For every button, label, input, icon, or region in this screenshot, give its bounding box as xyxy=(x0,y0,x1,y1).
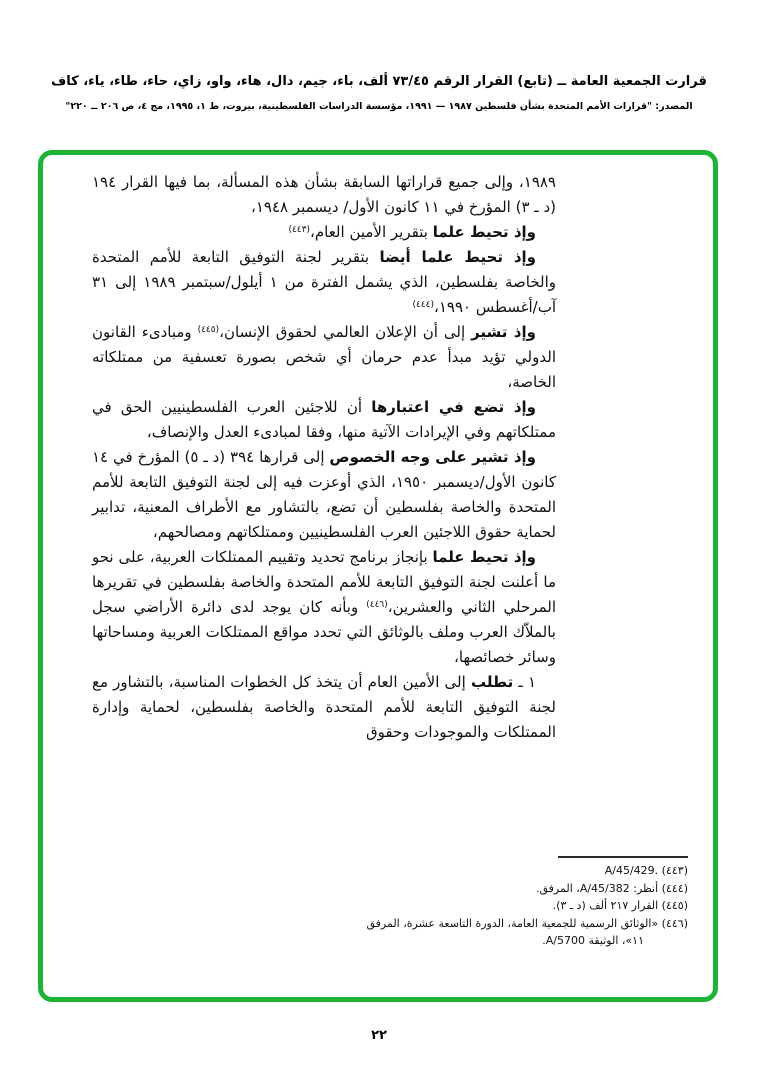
text-segment-text: بتقرير الأمين العام، xyxy=(310,223,433,241)
footnotes xyxy=(358,862,688,950)
text-segment-bold: وإذ تحيط علما أيضا xyxy=(379,248,537,266)
text-segment-text: ١٩٨٩، وإلى جميع قراراتها السابقة بشأن هذه المسألة، بما فيها القرار ١٩٤ (د ـ ٣) المؤرخ في ١١ كانون الأول/ ديسمبر ١٩٤٨، xyxy=(92,173,556,216)
text-segment-text: . xyxy=(542,934,546,947)
text-segment-latin: A/5700 xyxy=(545,934,585,947)
footnote-divider xyxy=(558,856,688,858)
text-segment-text: أنظر: xyxy=(629,881,659,895)
text-segment-bold: وإذ تشير على وجه الخصوص xyxy=(329,448,536,466)
text-segment-text: أن للاجئين العرب الفلسطينيين الحق في ممتلكاتهم وفي الإيرادات الآتية منها، وفقا لمبادىء العدل والإنصاف، xyxy=(92,398,556,441)
text-segment-bold: وإذ تضع في اعتبارها xyxy=(371,398,536,416)
text-segment-sup: (٤٤٥) xyxy=(197,325,220,335)
running-header-source: المصدر: "قرارات الأمم المتحدة بشأن فلسطين ١٩٨٧ — ١٩٩١، مؤسسة الدراسات الفلسطينية، بيروت، ط ١، ١٩٩٥، مج ٤، ص ٢٠٦ ــ ٢٢٠" xyxy=(65,101,693,112)
text-segment-sup: (٤٤٤) xyxy=(412,300,434,310)
text-segment-bold: وإذ تحيط علما xyxy=(432,548,536,566)
text-segment-latin: A/45/382 xyxy=(579,881,630,895)
resolution-body-text xyxy=(92,170,556,745)
footnote xyxy=(358,897,688,915)
text-segment-text: إلى أن الإعلان العالمي لحقوق الإنسان، xyxy=(219,323,472,341)
paragraph xyxy=(92,545,556,670)
text-segment-sup: (٤٤٦) xyxy=(366,600,388,610)
text-segment-text: ١ ـ xyxy=(513,673,536,691)
text-segment-sup: (٤٤٣) xyxy=(288,225,310,235)
footnote-marker: (٤٤٥) xyxy=(658,899,688,912)
text-segment-bold: وإذ تحيط علما xyxy=(432,223,536,241)
footnote-marker: (٤٤٦) xyxy=(658,916,688,930)
text-segment-text: ومبادىء القانون الدولي تؤيد مبدأ عدم حرمان أي شخص بصورة تعسفية من ممتلكاته الخاصة، xyxy=(92,323,556,391)
text-segment-text: إلى الأمين العام أن يتخذ كل الخطوات المناسبة، بالتشاور مع لجنة التوفيق التابعة للأمم المتحدة والخاصة بفلسطين، لحماية وإدارة الممتلكات والموجودات وحقوق xyxy=(92,673,556,741)
text-segment-text: ، المرفق. xyxy=(536,881,580,895)
text-segment-text: وبأنه كان يوجد لدى دائرة الأراضي سجل بالملاّك العرب وملف بالوثائق التي تحدد مواقع الممتلكات العربية ومساحاتها وسائر خصائصها، xyxy=(92,598,556,666)
page-number: ٢٢ xyxy=(371,1028,387,1043)
text-segment-latin: A/45/429. xyxy=(604,864,659,877)
paragraph xyxy=(92,220,556,245)
paragraph xyxy=(92,670,556,745)
running-header-title: قرارت الجمعية العامة ــ (تابع) القرار الرقم ٧٣/٤٥ ألف، باء، جيم، دال، هاء، واو، زاي، حاء، طاء، ياء، كاف xyxy=(51,74,707,89)
text-segment-bold: تطلب xyxy=(470,673,514,691)
footnote xyxy=(358,862,688,880)
text-segment-text: بإنجاز برنامج تحديد وتقييم الممتلكات العربية، على نحو ما أعلنت لجنة التوفيق التابعة للأمم المتحدة والخاصة بفلسطين في تقريرها المرحلي الثاني والعشرين، xyxy=(92,548,556,616)
text-segment-text: إلى قرارها ٣٩٤ (د ـ ٥) المؤرخ في ١٤ كانون الأول/ديسمبر ١٩٥٠، الذي أوعزت فيه إلى لجنة التوفيق التابعة للأمم المتحدة والخاصة بفلسطين أن تضع، بالتشاور مع الأطراف المعنية، تدابير لحماية حقوق اللاجئين العرب الفلسطينيين وممتلكاتهم ومصالحهم، xyxy=(92,448,556,541)
paragraph xyxy=(92,320,556,395)
paragraph xyxy=(92,245,556,320)
paragraph xyxy=(92,170,556,220)
text-segment-text: القرار ٢١٧ ألف (د ـ ٣). xyxy=(552,899,659,912)
text-segment-bold: وإذ تشير xyxy=(471,323,536,341)
footnote-marker: (٤٤٤) xyxy=(658,881,688,895)
text-segment-text: بتقرير لجنة التوفيق التابعة للأمم المتحدة والخاصة بفلسطين، الذي يشمل الفترة من ١ أيلول/سبتمبر ١٩٨٩ إلى ٣١ آب/أغسطس ١٩٩٠، xyxy=(92,248,556,316)
paragraph xyxy=(92,445,556,545)
footnote xyxy=(358,915,688,950)
paragraph xyxy=(92,395,556,445)
text-segment-text: «الوثائق الرسمية للجمعية العامة، الدورة التاسعة عشرة، المرفق ١١»، الوثيقة xyxy=(366,916,659,947)
footnote xyxy=(358,880,688,898)
footnote-marker: (٤٤٣) xyxy=(658,864,688,877)
